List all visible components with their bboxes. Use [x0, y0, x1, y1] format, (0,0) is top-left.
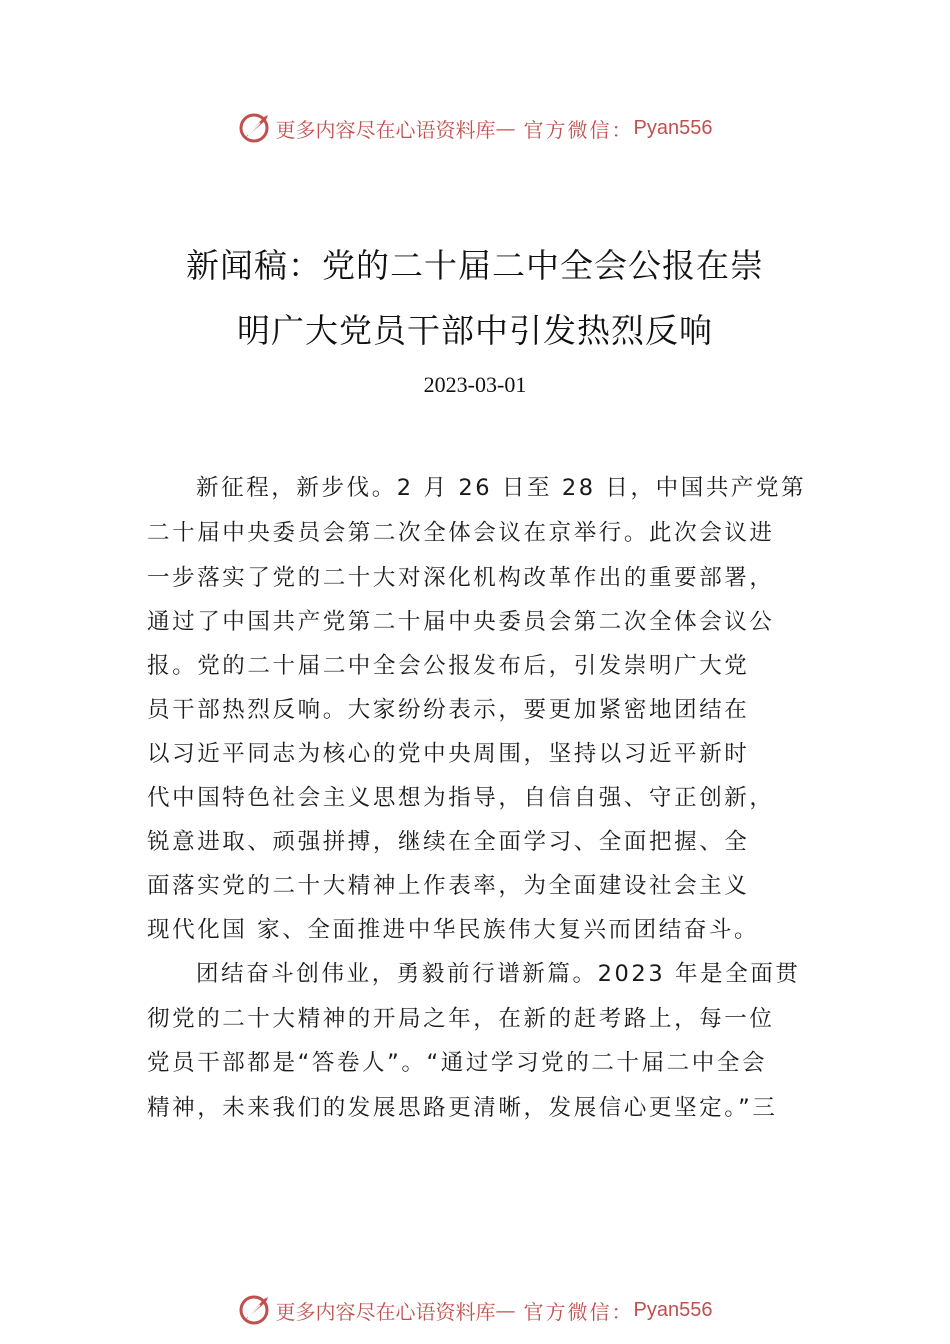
watermark-main-text: 更多内容尽在心语资料库	[275, 117, 496, 142]
document-date: 2023-03-01	[423, 372, 527, 397]
body-line: 锐意进取、顽强拼搏，继续在全面学习、全面把握、全	[147, 829, 750, 855]
watermark-wechat-id: Pyan556	[633, 1298, 713, 1321]
footer-watermark	[0, 1290, 950, 1330]
body-line: 精神，未来我们的发展思路更清晰，发展信心更坚定。”三	[147, 1095, 778, 1121]
body-line: 报。党的二十届二中全会公报发布后，引发崇明广大党	[147, 653, 750, 679]
header-watermark	[0, 108, 950, 148]
document-title-line-2: 明广大党员干部中引发热烈反响	[237, 311, 713, 350]
body-line: 团结奋斗创伟业，勇毅前行谱新篇。2023 年是全面贯	[196, 961, 801, 987]
document-title-line-1: 新闻稿：党的二十届二中全会公报在崇	[186, 246, 764, 285]
quill-logo-icon	[238, 1293, 272, 1327]
body-line: 一步落实了党的二十大对深化机构改革作出的重要部署，	[147, 565, 775, 591]
body-line: 员干部热烈反响。大家纷纷表示，要更加紧密地团结在	[147, 697, 750, 723]
watermark-separator: —	[495, 1298, 516, 1322]
body-line: 通过了中国共产党第二十届中央委员会第二次全体会议公	[147, 609, 775, 635]
body-line: 以习近平同志为核心的党中央周围，坚持以习近平新时	[147, 741, 750, 767]
watermark-label: 官方微信：	[523, 117, 634, 142]
body-line: 现代化国 家、全面推进中华民族伟大复兴而团结奋斗。	[147, 917, 760, 943]
watermark-separator: —	[495, 116, 516, 140]
watermark-label: 官方微信：	[523, 1299, 634, 1324]
watermark-wechat-id: Pyan556	[633, 116, 713, 139]
watermark-main-text: 更多内容尽在心语资料库	[275, 1299, 496, 1324]
body-line: 二十届中央委员会第二次全体会议在京举行。此次会议进	[147, 520, 775, 546]
body-line: 代中国特色社会主义思想为指导，自信自强、守正创新，	[147, 785, 775, 811]
body-line: 面落实党的二十大精神上作表率，为全面建设社会主义	[147, 873, 750, 899]
body-line: 新征程，新步伐。2 月 26 日至 28 日，中国共产党第	[196, 475, 807, 501]
quill-logo-icon	[238, 111, 272, 145]
body-line: 党员干部都是“答卷人”。“通过学习党的二十届二中全会	[147, 1050, 768, 1076]
body-line: 彻党的二十大精神的开局之年，在新的赶考路上，每一位	[147, 1006, 775, 1032]
